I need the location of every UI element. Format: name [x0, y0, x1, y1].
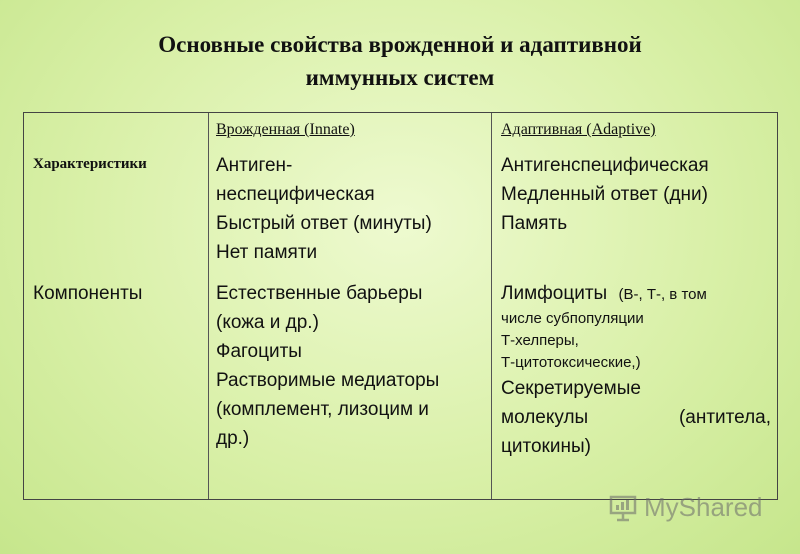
text-line: цитокины): [501, 436, 591, 457]
text-line: Естественные барьеры: [216, 283, 423, 304]
innate-header: Врожденная (Innate): [216, 121, 355, 138]
text-line: Фагоциты: [216, 341, 302, 362]
molecules-word: молекулы: [501, 407, 589, 428]
characteristics-header: Характеристики: [33, 156, 147, 172]
innate-components: [216, 279, 439, 453]
text-line: Медленный ответ (дни): [501, 184, 708, 205]
text-line: Антиген-: [216, 155, 293, 176]
slide-title: [0, 28, 800, 94]
text-line: Растворимые медиаторы: [216, 370, 440, 391]
text-line: др.): [216, 428, 250, 449]
adaptive-header: Адаптивная (Adaptive): [501, 121, 656, 138]
text-line: Секретируемые: [501, 378, 641, 399]
lymphocytes-line: [501, 279, 771, 308]
innate-characteristics: [216, 151, 432, 267]
column-divider: [208, 113, 209, 499]
watermark-text: MyShared: [644, 491, 763, 522]
text-line: Быстрый ответ (минуты): [216, 213, 432, 234]
comparison-table: [23, 112, 778, 500]
text-line: (кожа и др.): [216, 312, 319, 333]
myshared-watermark: [608, 490, 778, 524]
text-line: числе субпопуляции: [501, 310, 644, 327]
adaptive-characteristics: [501, 151, 709, 238]
lymphocytes-label: Лимфоциты: [501, 283, 608, 304]
text-line: Т-цитотоксические,): [501, 354, 641, 371]
title-line-2: иммунных систем: [305, 65, 495, 90]
presentation-board-icon: [608, 492, 638, 522]
title-line-1: Основные свойства врожденной и адаптивной: [158, 32, 642, 57]
text-line: (комплемент, лизоцим и: [216, 399, 429, 420]
text-line: Нет памяти: [216, 242, 318, 263]
text-line: Т-хелперы,: [501, 332, 579, 349]
text-line: неспецифическая: [216, 184, 375, 205]
column-divider: [491, 113, 492, 499]
components-label: Компоненты: [33, 283, 143, 304]
lymphocytes-types: (В-, Т-, в том: [618, 286, 707, 303]
adaptive-components: [501, 279, 771, 461]
text-line: Память: [501, 213, 568, 234]
text-line: Антигенспецифическая: [501, 155, 709, 176]
molecules-line: [501, 403, 771, 432]
antibodies-word: (антитела,: [678, 407, 771, 428]
